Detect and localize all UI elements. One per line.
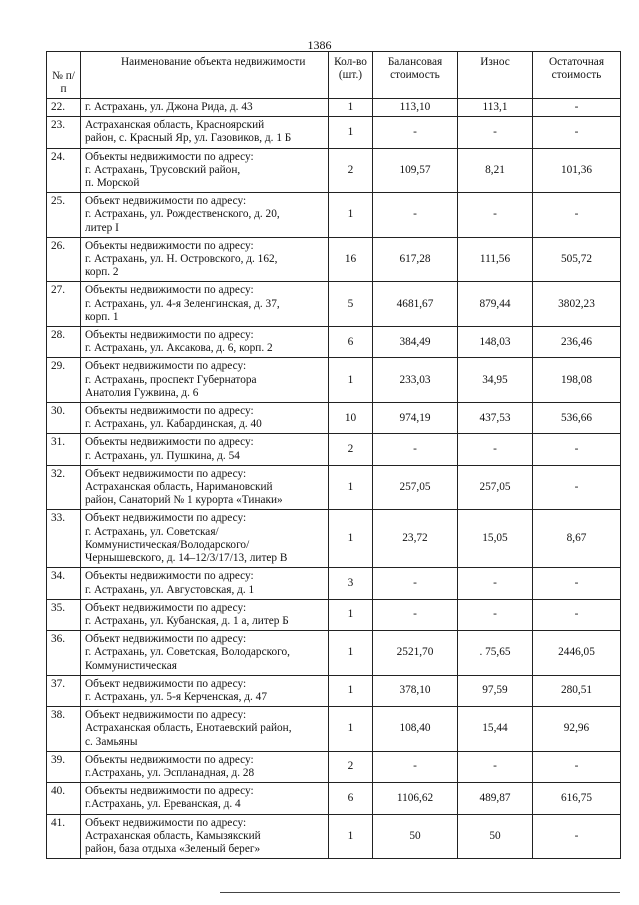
quantity: 2	[329, 434, 373, 465]
object-name	[81, 434, 329, 465]
balance-value: 1106,62	[373, 783, 458, 814]
row-number: 32.	[47, 465, 81, 510]
quantity: 2	[329, 751, 373, 782]
table-row	[47, 599, 621, 630]
object-name-line: Объект недвижимости по адресу:	[85, 360, 247, 373]
row-number: 34.	[47, 568, 81, 599]
object-name-line: Объект недвижимости по адресу:	[85, 467, 247, 480]
quantity: 1	[329, 707, 373, 752]
quantity: 1	[329, 814, 373, 859]
balance-value: -	[373, 117, 458, 148]
object-name-line: г. Астрахань, ул. Н. Островского, д. 162,	[85, 253, 278, 266]
balance-value: 23,72	[373, 510, 458, 568]
row-number: 24.	[47, 148, 81, 193]
wear-value: 97,59	[458, 675, 533, 706]
object-name	[81, 675, 329, 706]
quantity: 1	[329, 465, 373, 510]
object-name-line: Объекты недвижимости по адресу:	[85, 405, 254, 418]
balance-value: -	[373, 193, 458, 238]
quantity: 1	[329, 599, 373, 630]
object-name	[81, 282, 329, 327]
row-number: 31.	[47, 434, 81, 465]
balance-value: -	[373, 599, 458, 630]
object-name-line: Астраханская область, Камызякский	[85, 829, 261, 842]
table-row	[47, 465, 621, 510]
wear-value: 113,1	[458, 99, 533, 117]
object-name-line: Астраханская область, Наримановский	[85, 481, 273, 494]
row-number: 41.	[47, 814, 81, 859]
table-row	[47, 193, 621, 238]
quantity: 1	[329, 358, 373, 403]
residual-value: -	[533, 751, 621, 782]
wear-value: 15,05	[458, 510, 533, 568]
quantity: 6	[329, 783, 373, 814]
object-name-line: г. Астрахань, ул. Джона Рида, д. 43	[85, 101, 253, 113]
object-name-line: г. Астрахань, ул. Кубанская, д. 1 а, литер Б	[85, 614, 289, 627]
residual-value: 198,08	[533, 358, 621, 403]
object-name-line: Объект недвижимости по адресу:	[85, 633, 247, 646]
object-name-line: Объекты недвижимости по адресу:	[85, 284, 254, 297]
object-name	[81, 193, 329, 238]
wear-value: 257,05	[458, 465, 533, 510]
table-row	[47, 117, 621, 148]
residual-value: -	[533, 193, 621, 238]
header-name: Наименование объекта недвижимости	[81, 52, 329, 99]
object-name	[81, 237, 329, 282]
object-name-line: г. Астрахань, проспект Губернатора	[85, 373, 257, 386]
object-name-line: Анатолия Гужвина, д. 6	[85, 386, 199, 399]
quantity: 1	[329, 631, 373, 676]
table-header-row	[47, 52, 621, 99]
object-name	[81, 327, 329, 358]
header-num: № п/п	[47, 52, 81, 99]
residual-value: -	[533, 814, 621, 859]
object-name-line: район, с. Красный Яр, ул. Газовиков, д. 1 Б	[85, 132, 292, 145]
residual-value: 616,75	[533, 783, 621, 814]
table-row	[47, 403, 621, 434]
wear-value: 50	[458, 814, 533, 859]
balance-value: -	[373, 434, 458, 465]
object-name	[81, 783, 329, 814]
object-name	[81, 403, 329, 434]
table-row	[47, 434, 621, 465]
object-name-line: г. Астрахань, ул. Советская, Володарского,	[85, 646, 290, 659]
header-wear: Износ	[458, 52, 533, 99]
object-name-line: Объект недвижимости по адресу:	[85, 816, 247, 829]
quantity: 1	[329, 99, 373, 117]
balance-value: 617,28	[373, 237, 458, 282]
object-name-line: г. Астрахань, ул. 4-я Зеленгинская, д. 37,	[85, 297, 280, 310]
table-row	[47, 237, 621, 282]
table-row	[47, 783, 621, 814]
footer-divider	[220, 892, 620, 893]
header-balance: Балансовая стоимость	[373, 52, 458, 99]
residual-value: 536,66	[533, 403, 621, 434]
object-name-line: г.Астрахань, ул. Ереванская, д. 4	[85, 798, 241, 811]
residual-value: -	[533, 465, 621, 510]
page-number: 1386	[307, 38, 332, 52]
row-number: 33.	[47, 510, 81, 568]
object-name-line: г. Астрахань, Трусовский район,	[85, 163, 241, 176]
object-name	[81, 707, 329, 752]
quantity: 10	[329, 403, 373, 434]
object-name-line: с. Замьяны	[85, 735, 138, 748]
table-row	[47, 282, 621, 327]
residual-value: 92,96	[533, 707, 621, 752]
object-name	[81, 148, 329, 193]
residual-value: 3802,23	[533, 282, 621, 327]
object-name-line: Астраханская область, Красноярский	[85, 119, 265, 132]
row-number: 23.	[47, 117, 81, 148]
object-name-line: Объекты недвижимости по адресу:	[85, 785, 254, 798]
wear-value: 8,21	[458, 148, 533, 193]
balance-value: 113,10	[373, 99, 458, 117]
wear-value: -	[458, 599, 533, 630]
table-row	[47, 631, 621, 676]
object-name	[81, 751, 329, 782]
balance-value: 109,57	[373, 148, 458, 193]
object-name	[81, 99, 329, 117]
object-name-line: Объекты недвижимости по адресу:	[85, 239, 254, 252]
object-name-line: Астраханская область, Енотаевский район,	[85, 722, 292, 735]
row-number: 27.	[47, 282, 81, 327]
quantity: 1	[329, 675, 373, 706]
quantity: 2	[329, 148, 373, 193]
residual-value: 280,51	[533, 675, 621, 706]
wear-value: 15,44	[458, 707, 533, 752]
object-name-line: Коммунистическая/Володарского/	[85, 538, 250, 551]
table-body	[47, 99, 621, 859]
object-name-line: Объект недвижимости по адресу:	[85, 709, 247, 722]
object-name-line: г. Астрахань, ул. Рождественского, д. 20,	[85, 208, 280, 221]
quantity: 3	[329, 568, 373, 599]
row-number: 38.	[47, 707, 81, 752]
object-name-line: г. Астрахань, ул. Советская/	[85, 525, 219, 538]
object-name-line: Объекты недвижимости по адресу:	[85, 150, 254, 163]
residual-value: -	[533, 599, 621, 630]
table-row	[47, 568, 621, 599]
wear-value: -	[458, 434, 533, 465]
balance-value: -	[373, 751, 458, 782]
wear-value: 148,03	[458, 327, 533, 358]
object-name-line: Объект недвижимости по адресу:	[85, 677, 247, 690]
object-name-line: п. Морской	[85, 177, 140, 190]
quantity: 1	[329, 193, 373, 238]
residual-value: -	[533, 99, 621, 117]
residual-value: 236,46	[533, 327, 621, 358]
balance-value: 108,40	[373, 707, 458, 752]
object-name-line: г. Астрахань, ул. Августовская, д. 1	[85, 583, 255, 596]
residual-value: 8,67	[533, 510, 621, 568]
object-name-line: г. Астрахань, ул. 5-я Керченская, д. 47	[85, 690, 267, 703]
row-number: 37.	[47, 675, 81, 706]
row-number: 40.	[47, 783, 81, 814]
wear-value: . 75,65	[458, 631, 533, 676]
object-name	[81, 358, 329, 403]
quantity: 5	[329, 282, 373, 327]
wear-value: -	[458, 568, 533, 599]
wear-value: 437,53	[458, 403, 533, 434]
table-row	[47, 510, 621, 568]
balance-value: 974,19	[373, 403, 458, 434]
object-name-line: Чернышевского, д. 14–12/3/17/13, литер В	[85, 552, 288, 565]
object-name-line: г. Астрахань, ул. Аксакова, д. 6, корп. 2	[85, 342, 273, 355]
row-number: 36.	[47, 631, 81, 676]
row-number: 35.	[47, 599, 81, 630]
object-name	[81, 814, 329, 859]
table-row	[47, 358, 621, 403]
balance-value: 233,03	[373, 358, 458, 403]
quantity: 16	[329, 237, 373, 282]
header-residual: Остаточная стоимость	[533, 52, 621, 99]
wear-value: 489,87	[458, 783, 533, 814]
quantity: 1	[329, 510, 373, 568]
residual-value: 505,72	[533, 237, 621, 282]
object-name	[81, 117, 329, 148]
property-table	[46, 51, 621, 859]
table-row	[47, 99, 621, 117]
table-row	[47, 814, 621, 859]
wear-value: -	[458, 193, 533, 238]
row-number: 26.	[47, 237, 81, 282]
wear-value: 879,44	[458, 282, 533, 327]
object-name	[81, 465, 329, 510]
object-name-line: Объекты недвижимости по адресу:	[85, 329, 254, 342]
quantity: 6	[329, 327, 373, 358]
table-row	[47, 327, 621, 358]
residual-value: 2446,05	[533, 631, 621, 676]
wear-value: 34,95	[458, 358, 533, 403]
residual-value: -	[533, 434, 621, 465]
row-number: 29.	[47, 358, 81, 403]
object-name-line: Объект недвижимости по адресу:	[85, 512, 247, 525]
row-number: 25.	[47, 193, 81, 238]
table-row	[47, 707, 621, 752]
object-name-line: Объекты недвижимости по адресу:	[85, 436, 254, 449]
object-name-line: г.Астрахань, ул. Эспланадная, д. 28	[85, 766, 255, 779]
residual-value: 101,36	[533, 148, 621, 193]
object-name-line: г. Астрахань, ул. Пушкина, д. 54	[85, 449, 240, 462]
row-number: 22.	[47, 99, 81, 117]
row-number: 28.	[47, 327, 81, 358]
residual-value: -	[533, 568, 621, 599]
object-name-line: г. Астрахань, ул. Кабардинская, д. 40	[85, 418, 262, 431]
object-name	[81, 568, 329, 599]
balance-value: 4681,67	[373, 282, 458, 327]
object-name-line: литер I	[85, 221, 119, 234]
header-qty: Кол-во (шт.)	[329, 52, 373, 99]
row-number: 30.	[47, 403, 81, 434]
object-name-line: Объекты недвижимости по адресу:	[85, 753, 254, 766]
object-name	[81, 599, 329, 630]
balance-value: 378,10	[373, 675, 458, 706]
object-name-line: Объект недвижимости по адресу:	[85, 601, 247, 614]
balance-value: 257,05	[373, 465, 458, 510]
object-name-line: корп. 1	[85, 310, 119, 323]
wear-value: 111,56	[458, 237, 533, 282]
object-name-line: Объекты недвижимости по адресу:	[85, 570, 254, 583]
balance-value: 384,49	[373, 327, 458, 358]
balance-value: 50	[373, 814, 458, 859]
table-row	[47, 751, 621, 782]
balance-value: 2521,70	[373, 631, 458, 676]
wear-value: -	[458, 117, 533, 148]
wear-value: -	[458, 751, 533, 782]
object-name-line: район, база отдыха «Зеленый берег»	[85, 842, 261, 855]
object-name-line: Коммунистическая	[85, 659, 177, 672]
object-name-line: корп. 2	[85, 266, 119, 279]
balance-value: -	[373, 568, 458, 599]
row-number: 39.	[47, 751, 81, 782]
quantity: 1	[329, 117, 373, 148]
object-name-line: район, Санаторий № 1 курорта «Тинаки»	[85, 494, 283, 507]
object-name	[81, 631, 329, 676]
table-row	[47, 675, 621, 706]
residual-value: -	[533, 117, 621, 148]
object-name	[81, 510, 329, 568]
object-name-line: Объект недвижимости по адресу:	[85, 195, 247, 208]
table-row	[47, 148, 621, 193]
